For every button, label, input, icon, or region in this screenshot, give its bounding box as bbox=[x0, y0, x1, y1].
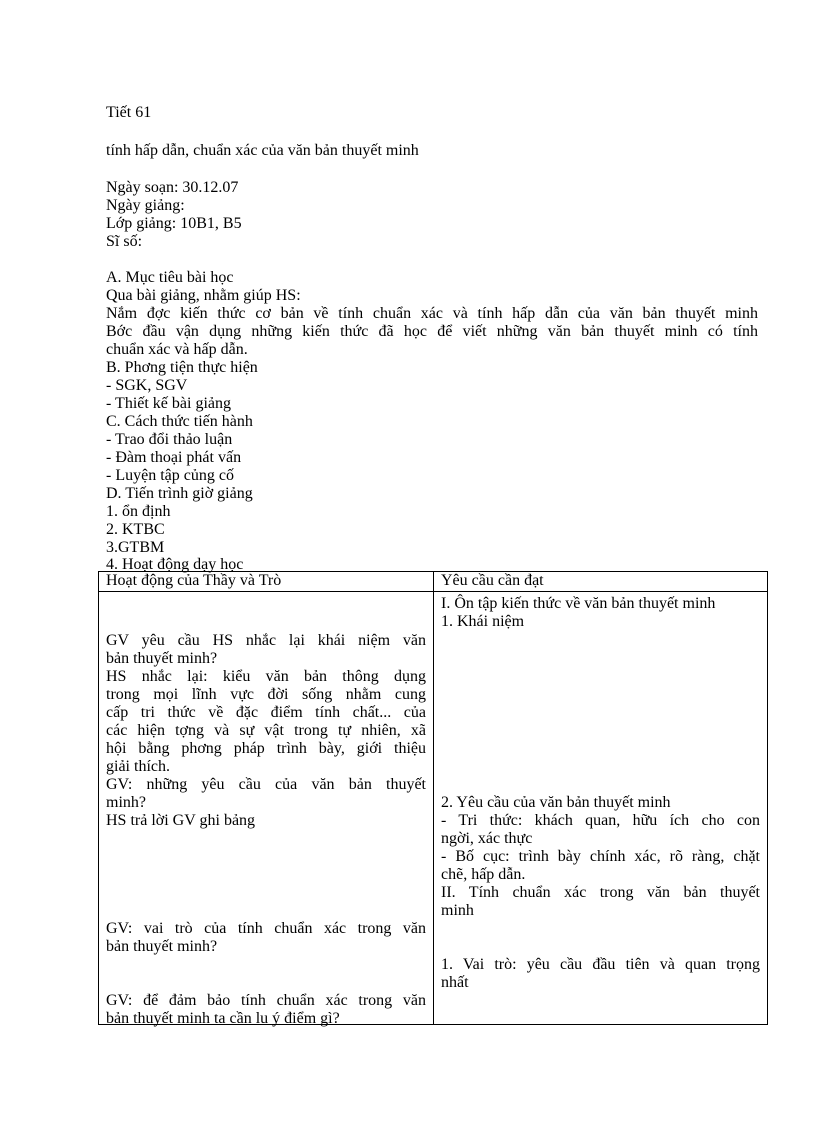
table-row bbox=[99, 592, 768, 1025]
section-ii-heading: minh bbox=[441, 902, 474, 919]
question-1-line: bản thuyết minh? bbox=[106, 650, 218, 667]
section-c-heading: C. Cách thức tiến hành bbox=[106, 413, 253, 430]
header-requirements: Yêu cầu cần đạt bbox=[434, 572, 768, 592]
question-3-line: bản thuyết minh? bbox=[106, 938, 218, 955]
lesson-number: Tiết 61 bbox=[106, 104, 152, 121]
section-d-step: 2. KTBC bbox=[106, 521, 165, 538]
requirements-heading: 2. Yêu cầu của văn bản thuyết minh bbox=[441, 794, 671, 811]
section-b-item: - SGK, SGV bbox=[106, 377, 188, 394]
question-1-line: GV yêu cầu HS nhắc lại khái niệm văn bbox=[106, 632, 426, 649]
goal-2-line-1: Bớc đầu vận dụng những kiến thức đã học để viết những văn bản thuyết minh có tính bbox=[106, 323, 758, 340]
requirements-cell bbox=[434, 592, 768, 1025]
section-b-heading: B. Phơng tiện thực hiện bbox=[106, 359, 258, 376]
prep-date: Ngày soạn: 30.12.07 bbox=[106, 179, 239, 196]
answer-1-line: HS nhắc lại: kiểu văn bản thông dụng bbox=[106, 668, 426, 685]
section-d-step: 1. ổn định bbox=[106, 503, 171, 520]
knowledge-line: - Tri thức: khách quan, hữu ích cho con bbox=[441, 812, 760, 829]
section-d-step: 3.GTBM bbox=[106, 539, 165, 556]
knowledge-line: ngời, xác thực bbox=[441, 830, 533, 847]
goal-2-line-2: chuẩn xác và hấp dẫn. bbox=[106, 341, 248, 358]
teach-date: Ngày giảng: bbox=[106, 197, 185, 214]
role-line: 1. Vai trò: yêu cầu đầu tiên và quan trọng bbox=[441, 956, 760, 973]
attendance: Sĩ số: bbox=[106, 233, 143, 250]
answer-1-line: trong mọi lĩnh vực đời sống nhằm cung bbox=[106, 686, 426, 703]
lesson-table bbox=[98, 571, 768, 1025]
answer-1-line: cấp tri thức về đặc điểm tính chất... của bbox=[106, 704, 426, 721]
question-3-line: GV: vai trò của tính chuẩn xác trong văn bbox=[106, 920, 426, 937]
layout-line: - Bố cục: trình bày chính xác, rõ ràng, chặt bbox=[441, 848, 760, 865]
answer-1-line: các hiện tợng và sự vật trong tự nhiên, xã bbox=[106, 722, 426, 739]
section-b-item: - Thiết kế bài giảng bbox=[106, 395, 231, 412]
question-4-line: bản thuyết minh ta cần lu ý điểm gì? bbox=[106, 1010, 340, 1027]
answer-1-line: hội bằng phơng pháp trình bày, giới thiệu bbox=[106, 740, 426, 757]
header-teacher-student: Hoạt động của Thầy và Trò bbox=[99, 572, 434, 592]
role-line: nhất bbox=[441, 974, 469, 991]
class-list: Lớp giảng: 10B1, B5 bbox=[106, 215, 242, 232]
section-d-step: 4. Hoạt động dạy học bbox=[106, 556, 244, 573]
section-d-heading: D. Tiến trình giờ giảng bbox=[106, 485, 253, 502]
lesson-title: tính hấp dẫn, chuẩn xác của văn bản thuyết minh bbox=[106, 142, 419, 159]
activities-cell bbox=[99, 592, 434, 1025]
goal-1: Nắm đợc kiến thức cơ bản về tính chuẩn xác và tính hấp dẫn của văn bản thuyết minh bbox=[106, 305, 758, 322]
answer-2: HS trả lời GV ghi bảng bbox=[106, 812, 256, 829]
layout-line: chẽ, hấp dẫn. bbox=[441, 866, 526, 883]
section-ii-heading: II. Tính chuẩn xác trong văn bản thuyết bbox=[441, 884, 760, 901]
question-2-line: minh? bbox=[106, 794, 146, 811]
section-c-item: - Luyện tập củng cố bbox=[106, 467, 234, 484]
section-c-item: - Đàm thoại phát vấn bbox=[106, 449, 242, 466]
question-2-line: GV: những yêu cầu của văn bản thuyết bbox=[106, 776, 426, 793]
section-a-intro: Qua bài giảng, nhằm giúp HS: bbox=[106, 287, 301, 304]
section-a-heading: A. Mục tiêu bài học bbox=[106, 269, 234, 286]
answer-1-line: giải thích. bbox=[106, 758, 170, 775]
question-4-line: GV: để đảm bảo tính chuẩn xác trong văn bbox=[106, 992, 426, 1009]
section-i-heading: I. Ôn tập kiến thức về văn bản thuyết minh bbox=[441, 595, 716, 612]
concept-heading: 1. Khái niệm bbox=[441, 613, 525, 630]
section-c-item: - Trao đổi thảo luận bbox=[106, 431, 233, 448]
table-header-row bbox=[99, 572, 768, 592]
